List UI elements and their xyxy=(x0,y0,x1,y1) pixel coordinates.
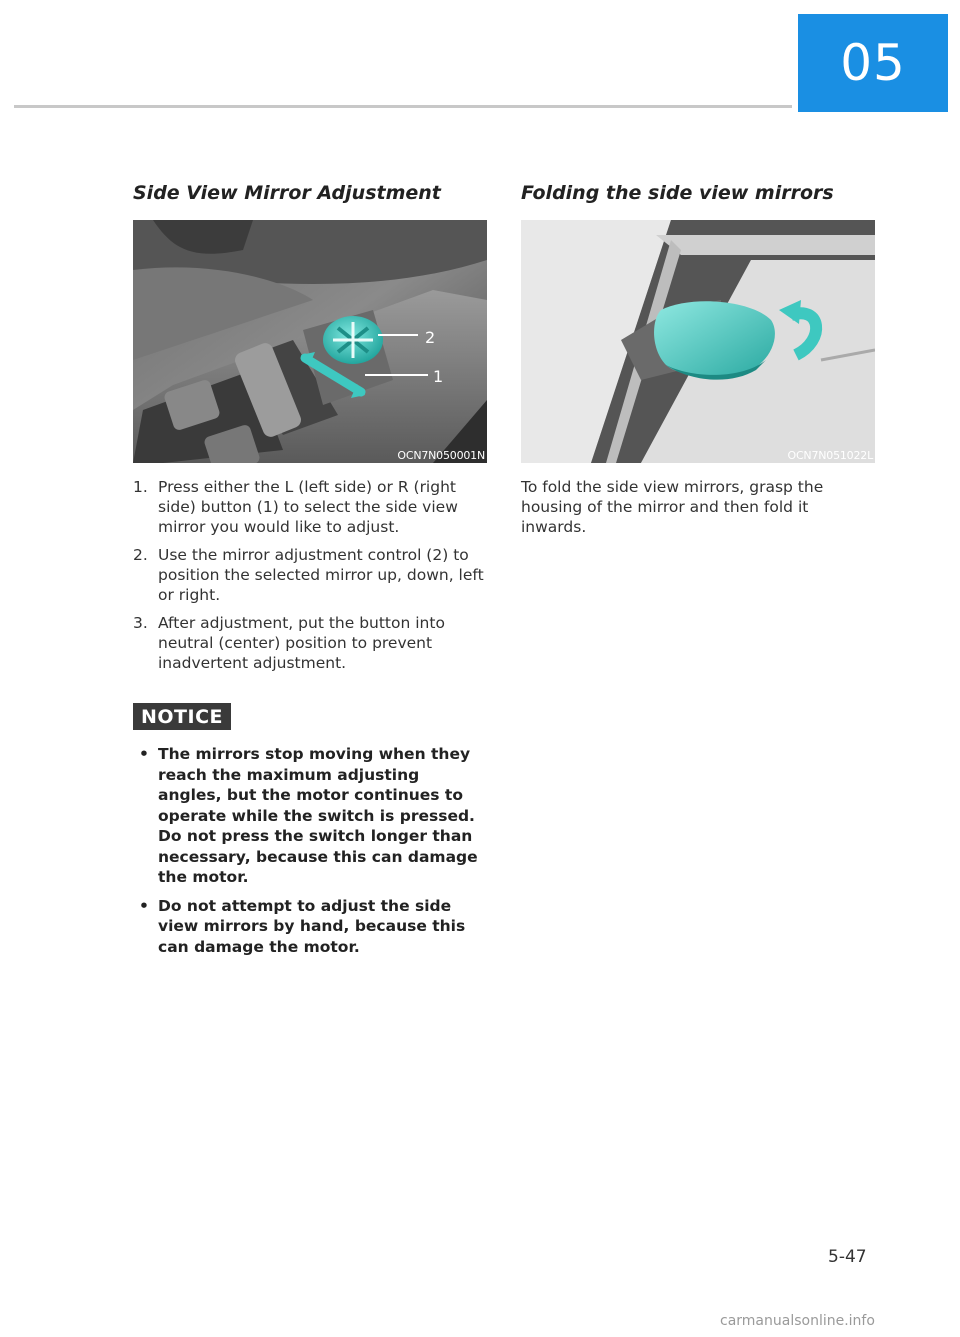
callout-1: 1 xyxy=(433,367,444,386)
mirror-switch-illustration xyxy=(133,220,487,463)
step-number: 1. xyxy=(133,478,148,496)
adjustment-steps xyxy=(133,477,487,673)
step-item xyxy=(133,613,487,673)
step-item xyxy=(133,545,487,605)
step-number: 2. xyxy=(133,546,148,564)
step-text: Use the mirror adjustment control (2) to position the selected mirror up, down, left or right. xyxy=(158,546,484,604)
notice-list xyxy=(133,744,487,957)
step-item xyxy=(133,477,487,537)
chapter-number: 05 xyxy=(840,34,906,92)
notice-item xyxy=(133,744,487,888)
notice-badge: NOTICE xyxy=(133,703,231,730)
notice-text: The mirrors stop moving when they reach the maximum adjusting angles, but the motor continues to operate while the switch is pressed. Do not press the switch longer than necessary, because this can damage the motor. xyxy=(158,745,478,886)
figure-code-right: OCN7N051022L xyxy=(787,449,873,462)
bullet-icon: • xyxy=(139,896,149,915)
page-number: 5-47 xyxy=(828,1247,867,1267)
watermark[interactable]: carmanualsonline.info xyxy=(720,1313,875,1329)
left-column xyxy=(133,180,487,965)
figure-code-left: OCN7N050001N xyxy=(397,449,485,462)
mirror-switch-figure xyxy=(133,220,487,463)
section-title-folding-mirrors: Folding the side view mirrors xyxy=(521,182,834,204)
notice-item xyxy=(133,896,487,958)
step-text: Press either the L (left side) or R (right side) button (1) to select the side view mirror you would like to adjust. xyxy=(158,478,458,536)
step-number: 3. xyxy=(133,614,148,632)
mirror-fold-illustration xyxy=(521,220,875,463)
notice-text: Do not attempt to adjust the side view mirrors by hand, because this can damage the motor. xyxy=(158,896,466,956)
chapter-tab xyxy=(798,14,948,112)
mirror-fold-figure xyxy=(521,220,875,463)
folding-instructions: To fold the side view mirrors, grasp the housing of the mirror and then fold it inwards. xyxy=(521,478,824,536)
bullet-icon: • xyxy=(139,745,149,763)
right-column xyxy=(521,180,875,537)
callout-2: 2 xyxy=(425,328,436,347)
section-title-mirror-adjustment: Side View Mirror Adjustment xyxy=(133,182,441,204)
step-text: After adjustment, put the button into neutral (center) position to prevent inadvertent adjustment. xyxy=(158,614,445,672)
header-rule xyxy=(14,105,792,108)
